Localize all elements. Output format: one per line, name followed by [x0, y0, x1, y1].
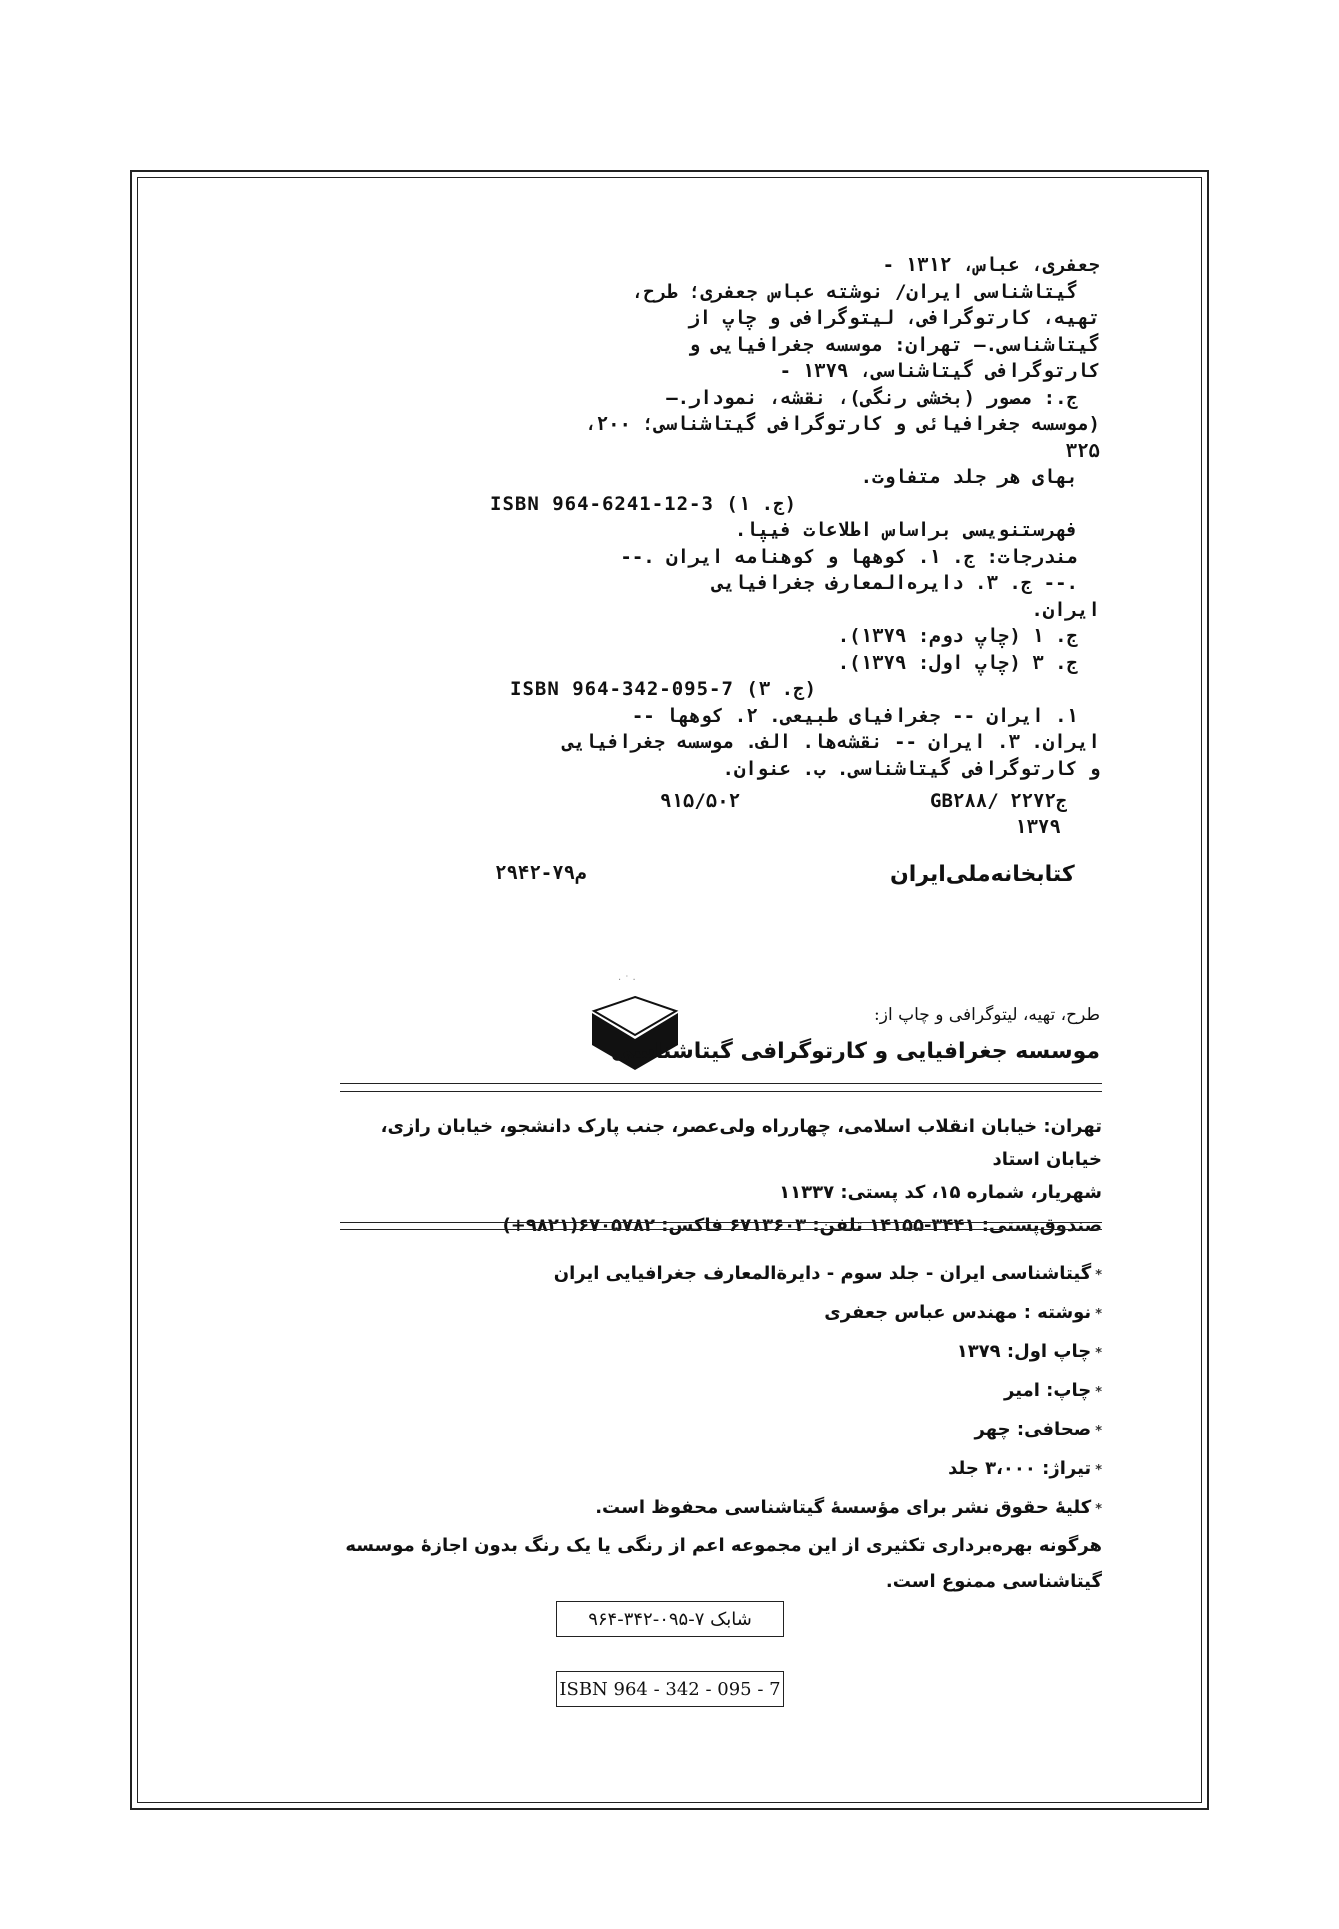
class-year: ۱۳۷۹ [1015, 816, 1061, 838]
address-line: تهران: خیابان انقلاب اسلامی، چهارراه ولی‌عصر، جنب پارک دانشجو، خیابان رازی، خیابان استاد [380, 1116, 1102, 1170]
divider [340, 1091, 1102, 1092]
divider [340, 1222, 1102, 1223]
cat-line: ج. ۳ (چاپ اول: ۱۳۷۹). [837, 651, 1078, 674]
shabak-box: شابک ۷-۰۹۵-۳۴۲-۹۶۴ [556, 1601, 784, 1637]
cat-line: ایران. ۳. ایران -- نقشه‌ها. الف. موسسه جغرافیایی [562, 731, 1100, 753]
credit-item: *کلیهٔ حقوق نشر برای مؤسسهٔ گیتاشناسی محفوظ است. [595, 1497, 1102, 1518]
cat-line: ج.: مصور (بخشی رنگی)، نقشه، نمودار.— [666, 386, 1078, 409]
cat-line: فهرستنویسی براساس اطلاعات فیپا. [734, 519, 1078, 541]
cat-line: کارتوگرافی گیتاشناسی، ۱۳۷۹ - [779, 360, 1100, 382]
credit-item: *نوشته : مهندس عباس جعفری [824, 1302, 1102, 1323]
national-library-name: کتابخانه‌ملی‌ایران [890, 862, 1075, 887]
isbn-box: ISBN 964 - 342 - 095 - 7 [556, 1671, 784, 1707]
cat-line: ۳۲۵ [1065, 439, 1100, 462]
cat-line: بهای هر جلد متفاوت. [860, 466, 1078, 488]
copyright-notice: هرگونه بهره‌برداری تکثیری از این مجموعه اعم از رنگی یا یک رنگ بدون اجازهٔ موسسه گیتاشناسی ممنوع است. [345, 1535, 1102, 1592]
address-line: صندوق‌پستی: ۳۴۴۱-۱۴۱۵۵ تلفن: ۶۷۱۳۶۰۳ فاکس: ۶۷۰۵۷۸۲(۹۸۲۱+) [502, 1215, 1102, 1236]
credit-item: *تیراژ: ۳،۰۰۰ جلد [948, 1458, 1102, 1479]
cat-line: مندرجات: ج. ۱. کوهها و کوهنامه ایران .-- [620, 545, 1078, 568]
cat-line: ۱. ایران -- جغرافیای طبیعی. ۲. کوهها -- [631, 704, 1078, 727]
cat-line: گیتاشناسی.— تهران: موسسه جغرافیایی و [688, 333, 1100, 356]
cat-isbn-line: ISBN 964-6241-12-3 (ج. ۱) [490, 492, 798, 515]
cat-line: ج. ۱ (چاپ دوم: ۱۳۷۹). [837, 625, 1078, 647]
lc-class-number: GB۲۸۸/ ۲۲ج۷۲ [930, 790, 1068, 812]
divider [340, 1229, 1102, 1230]
divider [340, 1083, 1102, 1084]
cat-line: تهیه، کارتوگرافی، لیتوگرافی و چاپ از [688, 307, 1100, 329]
national-library-code: م۷۹-۲۹۴۲ [495, 862, 587, 884]
credit-item: *چاپ: امیر [1004, 1380, 1102, 1401]
credit-item: *گیتاشناسی ایران - جلد سوم - دایرةالمعارف جغرافیایی ایران [553, 1263, 1102, 1284]
dewey-class-number: ۹۱۵/۵۰۲ [660, 790, 741, 812]
cat-line: و کارتوگرافی گیتاشناسی. ب. عنوان. [722, 757, 1100, 780]
credit-item: *صحافی: چهر [974, 1419, 1102, 1440]
publisher-name: موسسه جغرافیایی و کارتوگرافی گیتاشناسی [611, 1039, 1100, 1064]
logo-specks: · ˙ · [618, 975, 636, 986]
cat-line: گیتاشناسی ایران/ نوشته عباس جعفری؛ طرح، [631, 280, 1078, 303]
cat-line: ایران. [1031, 598, 1100, 621]
cataloging-block [490, 252, 1100, 782]
publisher-tagline: طرح، تهیه، لیتوگرافی و چاپ از: [874, 1005, 1100, 1025]
cat-line: .-- ج. ۳. دایره‌المعارف جغرافیایی [711, 572, 1078, 594]
cat-line: (موسسه جغرافیائی و کارتوگرافی گیتاشناسی؛ ۲۰۰، [585, 413, 1100, 435]
credit-item: *چاپ اول: ۱۳۷۹ [956, 1341, 1102, 1362]
address-line: شهریار، شماره ۱۵، کد پستی: ۱۱۳۳۷ [779, 1182, 1102, 1203]
cat-line: جعفری، عباس، ۱۳۱۲ - [882, 254, 1100, 276]
cat-isbn-line: ISBN 964-342-095-7 (ج. ۳) [510, 678, 818, 700]
credits-block [340, 1255, 1102, 1600]
